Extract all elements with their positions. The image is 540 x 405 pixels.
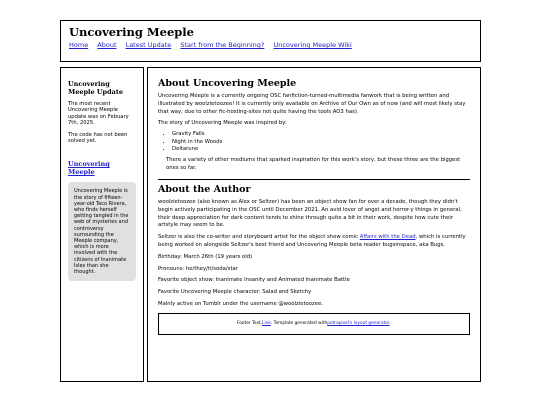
update-text: The most recent Uncovering Meeple update was on Febuary 7th, 2025. bbox=[68, 101, 129, 127]
inspiration-note: There a variety of other mediums that sparked inspiration for this work's story, but these three are the biggest ones so far. bbox=[166, 157, 461, 172]
comic-text-pre: Seltzer is also the co-writer and storyboard artist for the object show comic bbox=[158, 234, 360, 241]
favorite-show-text: Favorite object show: Inanimate Insanity and Animated Inanimate Battle bbox=[158, 277, 350, 284]
sidebar-meeple-link[interactable]: Uncovering Meeple bbox=[68, 160, 110, 177]
sidebar bbox=[60, 67, 144, 382]
inspiration-intro: The story of Uncovering Meeple was inspired by: bbox=[158, 120, 287, 127]
author-heading: About the Author bbox=[158, 184, 251, 195]
nav-about-link[interactable]: About bbox=[97, 41, 117, 49]
nav-wiki-link[interactable]: Uncovering Meeple Wiki bbox=[273, 41, 352, 49]
code-status-text: The code has not been solved yet. bbox=[68, 131, 128, 145]
footer-text-pre: Footer Text. bbox=[236, 321, 263, 327]
layout-generator-link[interactable]: petrapixel's layout generator bbox=[327, 321, 390, 327]
nav-home-link[interactable]: Home bbox=[69, 41, 89, 49]
footer-link[interactable]: Link bbox=[262, 321, 271, 327]
update-heading: Uncovering Meeple Update bbox=[68, 80, 123, 96]
comic-text-post: , which is currently being worked on alongside Seltzer's best friend and Uncovering Meeple beta reader bugsinspace, aka Bugs. bbox=[158, 234, 466, 248]
about-paragraph: Uncovering Meeple is a currently ongoing OSC fanfiction-turned-multimedia fanwork that is being written and illustrated by woolzietoozee! It is currently only available on Archive of Our Own as of now (and will most likely stay that way, due to other fic-hosting-sites not quite having the tools AO3 has). bbox=[158, 93, 466, 115]
main-nav bbox=[69, 41, 472, 49]
list-item: • Night in the Woods bbox=[172, 139, 470, 146]
footer-text-mid: . Template generated with bbox=[270, 321, 328, 327]
list-item: • Deltarune bbox=[172, 146, 470, 153]
nav-latest-update-link[interactable]: Latest Update bbox=[125, 41, 172, 49]
author-bio: woolzietoozee (also known as Alex or Seltzer) has been an object show fan for over a decade, though they didn't begin actively participating in the OSC until December 2021. An avid lover of angst and horror-y things in general, their deep appreciation for dark content tends to shine through quite a bit in their work, despite how cute their artstyle may seem to be. bbox=[158, 199, 462, 229]
comic-link[interactable]: Affairs with the Dead bbox=[359, 234, 416, 241]
birthday-text: Birthday: March 26th (19 years old) bbox=[158, 253, 253, 260]
pronouns-text: Pronouns: he/they/it/soda/star bbox=[158, 265, 238, 272]
favorite-character-text: Favorite Uncovering Meeple character: Salad and Sketchy bbox=[158, 289, 312, 296]
author-comic-paragraph bbox=[158, 234, 470, 250]
site-title: Uncovering Meeple bbox=[69, 25, 194, 39]
about-heading: About Uncovering Meeple bbox=[158, 78, 297, 89]
inspiration-list bbox=[158, 131, 470, 153]
tumblr-text: Mainly active on Tumblr under the username @woolzietoozee. bbox=[158, 300, 324, 307]
site-header bbox=[60, 20, 481, 62]
story-summary-box: Uncovering Meeple is the story of fifteen-year-old Taco Rivera, who finds herself getting tangled in the web of mysteries and controversy surrounding the Meeple company, which is more involved with the citizens of Inanimate Isles than she thought. bbox=[68, 182, 136, 281]
footer-text-post: . bbox=[389, 321, 392, 327]
main-content bbox=[147, 67, 481, 382]
list-item: • Gravity Falls bbox=[172, 131, 470, 138]
section-divider bbox=[158, 179, 470, 180]
footer bbox=[158, 313, 470, 335]
nav-start-link[interactable]: Start from the Beginning? bbox=[180, 41, 265, 49]
